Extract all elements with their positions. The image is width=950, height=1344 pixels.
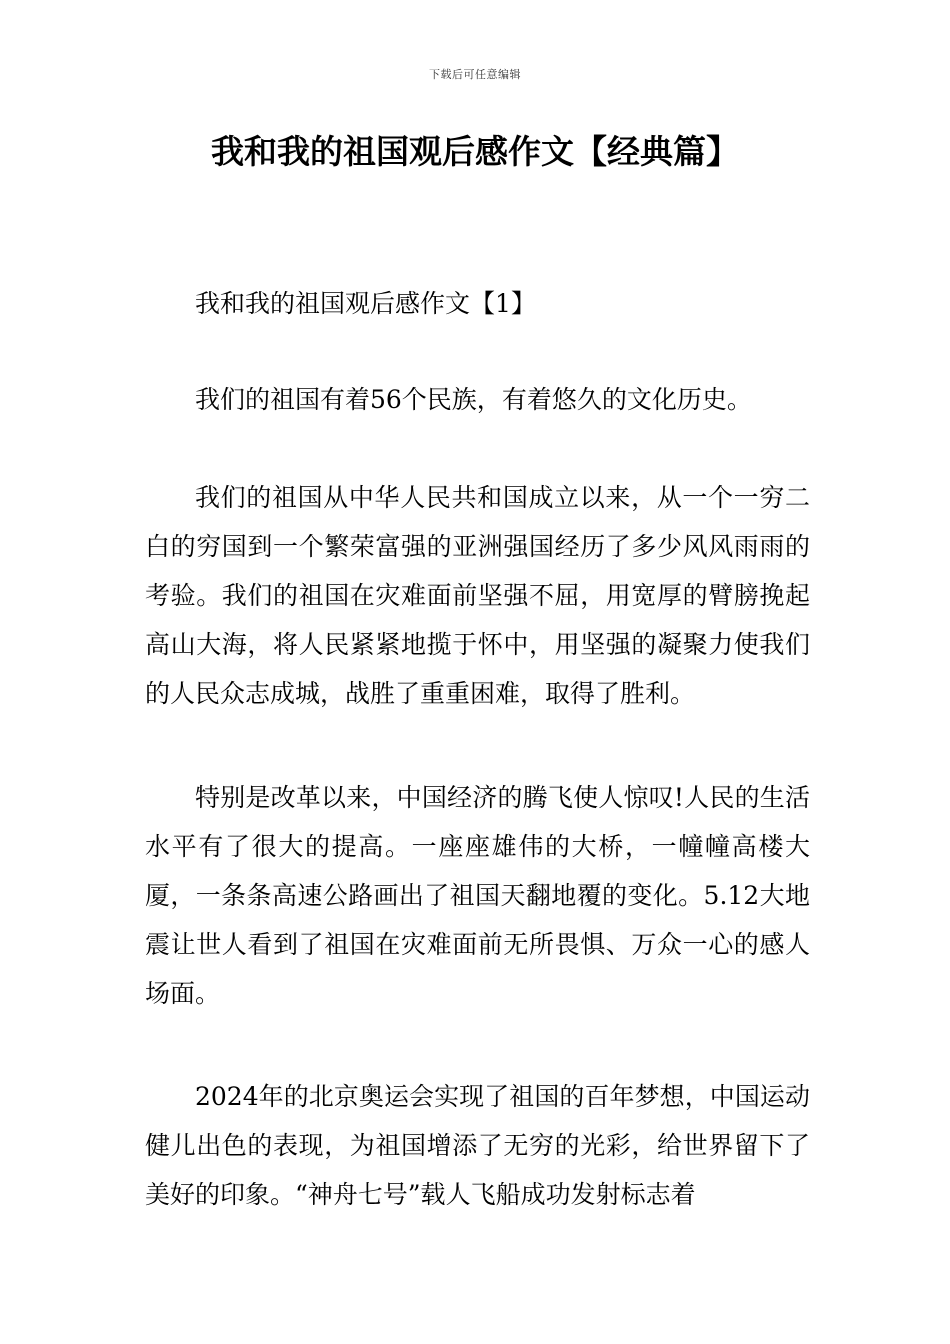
paragraph: 2024年的北京奥运会实现了祖国的百年梦想，中国运动健儿出色的表现，为祖国增添了无穷的光彩，给世界留下了美好的印象。“神舟七号”载人飞船成功发射标志着	[145, 1082, 810, 1209]
paragraph: 我们的祖国有着56个民族，有着悠久的文化历史。	[195, 385, 752, 414]
paragraph-block	[145, 1072, 810, 1219]
document-title: 我和我的祖国观后感作文【经典篇】	[211, 132, 739, 171]
header-note: 下载后可任意编辑	[429, 68, 521, 81]
paragraph: 我们的祖国从中华人民共和国成立以来，从一个一穷二白的穷国到一个繁荣富强的亚洲强国经历了多少风风雨雨的考验。我们的祖国在灾难面前坚强不屈，用宽厚的臂膀挽起高山大海，将人民紧紧地揽于怀中，用坚强的凝聚力使我们的人民众志成城，战胜了重重困难，取得了胜利。	[145, 483, 810, 708]
paragraph-block	[145, 473, 810, 718]
section-heading: 我和我的祖国观后感作文【1】	[195, 289, 536, 318]
paragraph: 特别是改革以来，中国经济的腾飞使人惊叹!人民的生活水平有了很大的提高。一座座雄伟的大桥，一幢幢高楼大厦，一条条高速公路画出了祖国天翻地覆的变化。5.12大地震让世人看到了祖国在灾难面前无所畏惧、万众一心的感人场面。	[145, 783, 810, 1008]
paragraph-block	[145, 773, 810, 1018]
paragraph-block	[145, 375, 810, 424]
section-heading-block	[145, 279, 810, 328]
